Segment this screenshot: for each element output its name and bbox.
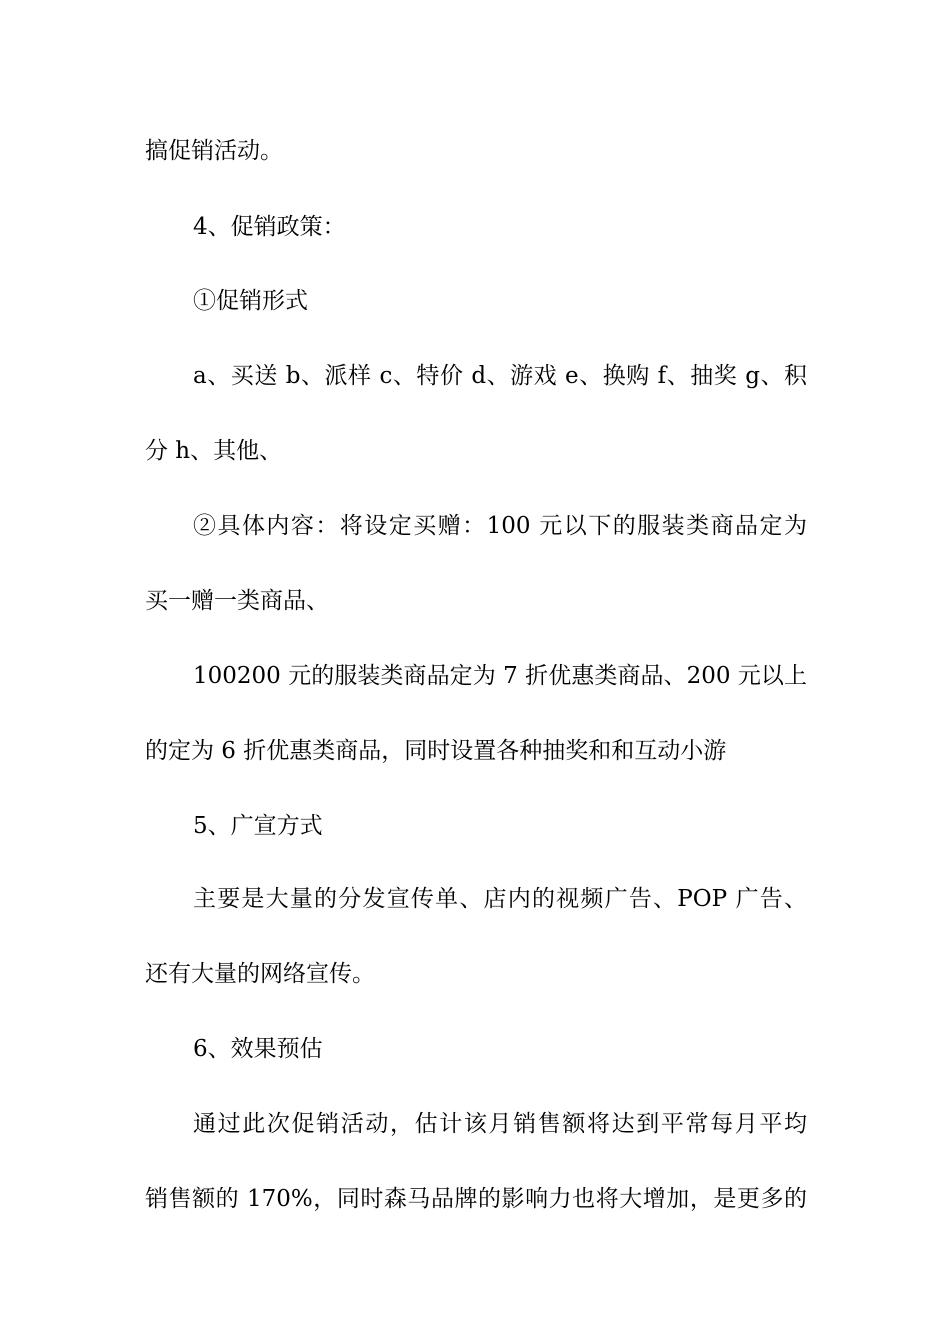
paragraph-line: 主要是大量的分发宣传单、店内的视频广告、POP 广告、 (193, 886, 807, 912)
paragraph-line: 销售额的 170%，同时森马品牌的影响力也将大增加，是更多的 (145, 1186, 807, 1212)
section-heading: 5、广宣方式 (193, 813, 323, 839)
paragraph-line: 100200 元的服装类商品定为 7 折优惠类商品、200 元以上 (193, 663, 807, 689)
paragraph-line: ②具体内容：将设定买赠：100 元以下的服装类商品定为 (193, 513, 807, 539)
paragraph-line: 的定为 6 折优惠类商品，同时设置各种抽奖和和互动小游 (145, 738, 727, 764)
subsection-heading: ①促销形式 (193, 288, 308, 314)
paragraph-line: 还有大量的网络宣传。 (145, 961, 375, 987)
document-page (145, 0, 807, 1344)
section-heading: 4、促销政策： (193, 214, 346, 240)
paragraph-line: 搞促销活动。 (145, 138, 283, 164)
paragraph-line: a、买送 b、派样 c、特价 d、游戏 e、换购 f、抽奖 g、积 (193, 363, 807, 389)
paragraph-line: 分 h、其他、 (145, 438, 283, 464)
paragraph-line: 通过此次促销活动，估计该月销售额将达到平常每月平均 (193, 1111, 807, 1137)
paragraph-line: 买一赠一类商品、 (145, 588, 329, 614)
section-heading: 6、效果预估 (193, 1036, 323, 1062)
